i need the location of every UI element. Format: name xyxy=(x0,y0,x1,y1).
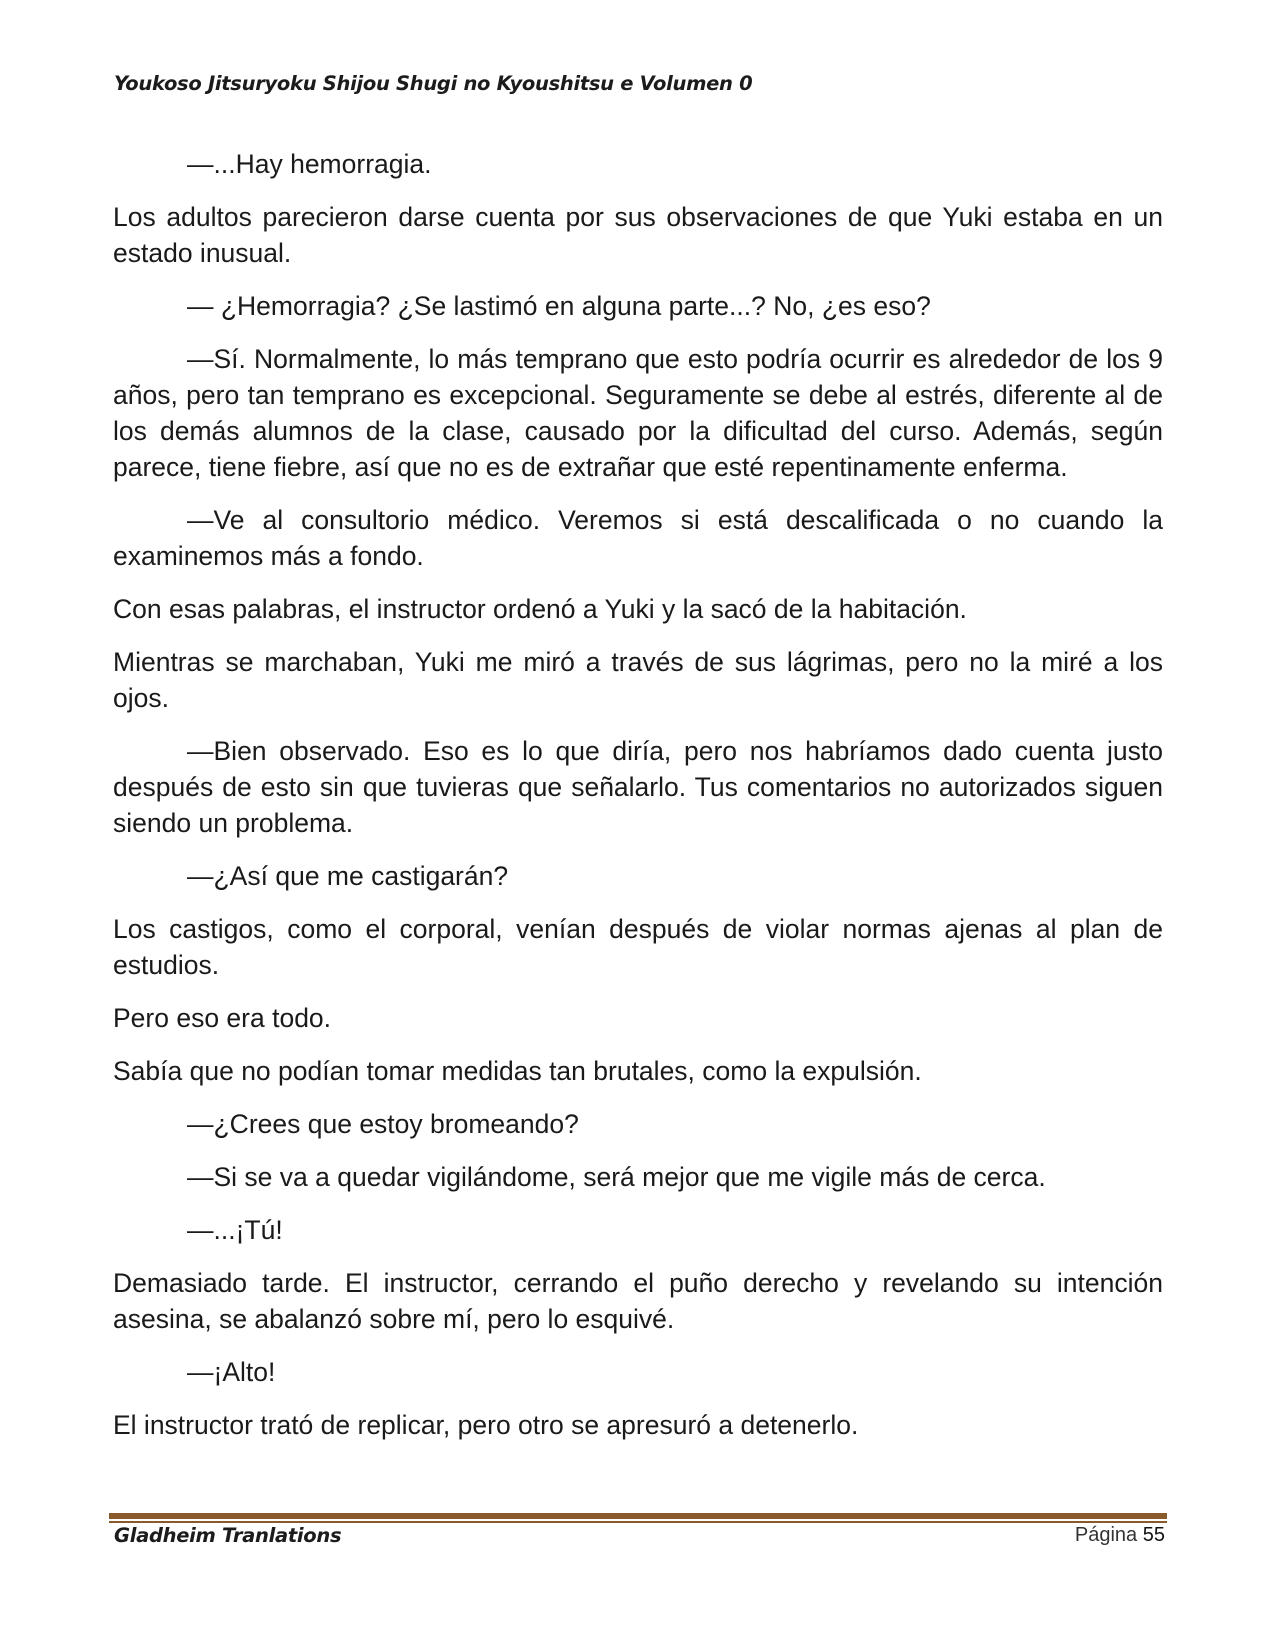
paragraph-16: Demasiado tarde. El instructor, cerrando el puño derecho y revelando su intención asesina, se abalanzó sobre mí, pero lo esquivé. xyxy=(113,1268,1163,1334)
paragraph-10: Los castigos, como el corporal, venían después de violar normas ajenas al plan de estudios. xyxy=(113,914,1163,980)
paragraph-7: Mientras se marchaban, Yuki me miró a través de sus lágrimas, pero no la miré a los ojos. xyxy=(113,647,1163,713)
paragraph-3: — ¿Hemorragia? ¿Se lastimó en alguna parte...? No, ¿es eso? xyxy=(187,291,931,321)
footer-publisher: Gladheim Tranlations xyxy=(114,1524,342,1547)
page-body xyxy=(113,146,1163,1460)
page-label: Página xyxy=(1074,1524,1138,1546)
paragraph-18: El instructor trató de replicar, pero otro se apresuró a detenerlo. xyxy=(113,1410,859,1440)
footer-divider-thin-line xyxy=(109,1521,1167,1523)
paragraph-17: —¡Alto! xyxy=(187,1357,276,1387)
paragraph-11: Pero eso era todo. xyxy=(113,1003,332,1033)
paragraph-5: —Ve al consultorio médico. Veremos si está descalificada o no cuando la examinemos más a fondo. xyxy=(113,505,1163,571)
paragraph-9: —¿Así que me castigarán? xyxy=(187,861,509,891)
paragraph-6: Con esas palabras, el instructor ordenó a Yuki y la sacó de la habitación. xyxy=(113,594,967,624)
paragraph-8: —Bien observado. Eso es lo que diría, pero nos habríamos dado cuenta justo después de esto sin que tuvieras que señalarlo. Tus comentarios no autorizados siguen siendo un problema. xyxy=(113,736,1163,838)
footer-divider xyxy=(109,1513,1167,1523)
running-header: Youkoso Jitsuryoku Shijou Shugi no Kyoushitsu e Volumen 0 xyxy=(114,72,753,95)
paragraph-1: —...Hay hemorragia. xyxy=(187,149,432,179)
paragraph-13: —¿Crees que estoy bromeando? xyxy=(187,1109,579,1139)
page-number-block xyxy=(1075,1524,1165,1547)
page-number: 55 xyxy=(1142,1524,1165,1546)
paragraph-14: —Si se va a quedar vigilándome, será mejor que me vigile más de cerca. xyxy=(187,1162,1046,1192)
paragraph-2: Los adultos parecieron darse cuenta por sus observaciones de que Yuki estaba en un estado inusual. xyxy=(113,202,1163,268)
paragraph-12: Sabía que no podían tomar medidas tan brutales, como la expulsión. xyxy=(113,1056,922,1086)
paragraph-15: —...¡Tú! xyxy=(187,1215,283,1245)
paragraph-4: —Sí. Normalmente, lo más temprano que esto podría ocurrir es alrededor de los 9 años, pero tan temprano es excepcional. Seguramente se debe al estrés, diferente al de los demás alumnos de la clase, causado por la dificultad del curso. Además, según parece, tiene fiebre, así que no es de extrañar que esté repentinamente enferma. xyxy=(113,344,1163,482)
